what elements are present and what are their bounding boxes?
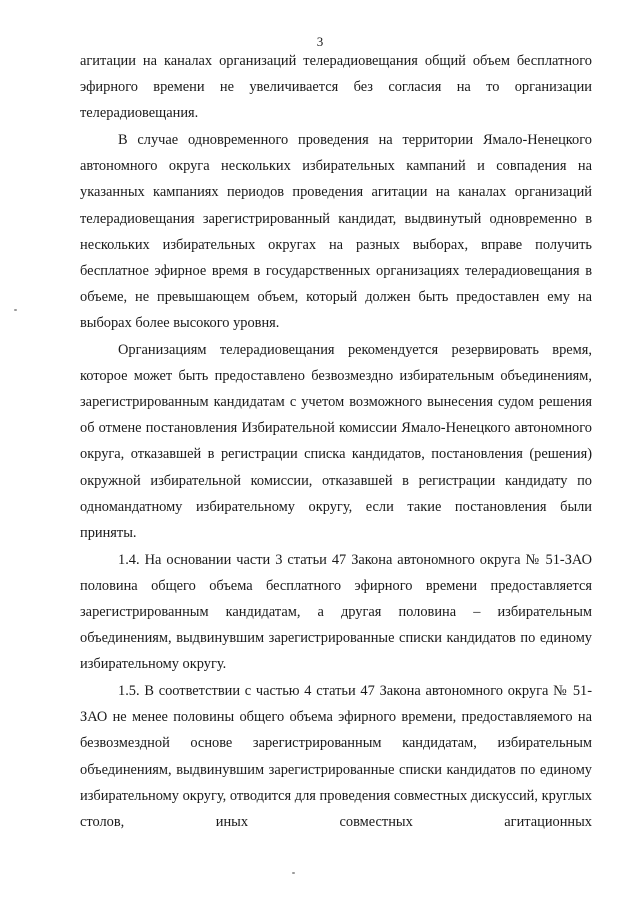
paragraph: Организациям телерадиовещания рекомендуется резервировать время, которое может быть предоставлено безвозмездно избирательным объединениям, зарегистрированным кандидатам с учетом возможного вынесения судом решения об отмене постановления Избирательной комиссии Ямало-Ненецкого автономного округа, отказавшей в регистрации списка кандидатов, постановления (решения) окружной избирательной комиссии, отказавшей в регистрации кандидату по одномандатному избирательному округу, если такие постановления были приняты. bbox=[80, 342, 592, 541]
paragraph: В случае одновременного проведения на территории Ямало-Ненецкого автономного округа нескольких избирательных кампаний и совпадения на указанных кампаниях периодов проведения агитации на каналах организаций телерадиовещания зарегистрированный кандидат, выдвинутый одновременно в нескольких избирательных округах на разных выборах, вправе получить бесплатное эфирное время в государственных организациях телерадиовещания в объеме, не превышающем объем, который должен быть предоставлен ему на выборах более высокого уровня. bbox=[80, 132, 592, 331]
body-text bbox=[80, 48, 592, 835]
page-number: 3 bbox=[316, 34, 324, 49]
paragraph-continuation: агитации на каналах организаций телерадиовещания общий объем бесплатного эфирного времени не увеличивается без согласия на то организации телерадиовещания. bbox=[80, 53, 592, 122]
scan-speck bbox=[292, 872, 295, 874]
scan-speck bbox=[14, 309, 17, 311]
paragraph-clause-1-5: 1.5. В соответствии с частью 4 статьи 47 Закона автономного округа № 51-ЗАО не менее половины общего объема эфирного времени, предоставляемого на безвозмездной основе зарегистрированным кандидатам, избирательным объединениям, выдвинувшим зарегистрированные списки кандидатов по единому избирательному округу, отводится для проведения совместных дискуссий, круглых столов, иных совместных агитационных bbox=[80, 683, 592, 830]
paragraph-clause-1-4: 1.4. На основании части 3 статьи 47 Закона автономного округа № 51-ЗАО половина общего объема бесплатного эфирного времени предоставляется зарегистрированным кандидатам, а другая половина – избирательным объединениям, выдвинувшим зарегистрированные списки кандидатов по единому избирательному округу. bbox=[80, 551, 592, 673]
